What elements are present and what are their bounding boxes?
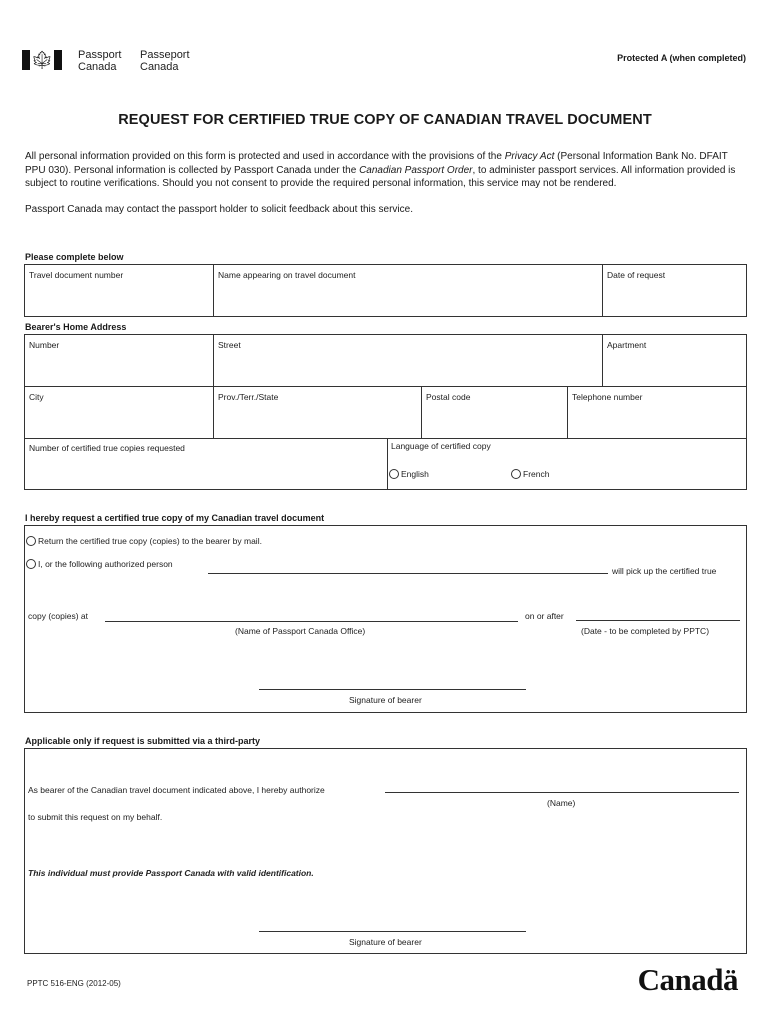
name-caption: (Name) [547, 798, 576, 808]
divider [421, 386, 422, 438]
divider [25, 438, 746, 439]
mail-radio[interactable] [26, 536, 36, 546]
city-label: City [29, 392, 44, 402]
number-field[interactable] [26, 351, 211, 384]
french-option[interactable] [511, 469, 549, 479]
office-name-field[interactable] [105, 621, 518, 622]
divider [567, 386, 568, 438]
passport-order-ref: Canadian Passport Order [359, 164, 473, 176]
divider [25, 386, 746, 387]
signature-french [140, 49, 190, 73]
authorize-text: As bearer of the Canadian travel document indicated above, I hereby authorize [28, 785, 325, 795]
option-mail-label: Return the certified true copy (copies) to the bearer by mail. [38, 536, 262, 546]
signature-fr-line-2: Canada [140, 61, 179, 73]
language-label: Language of certified copy [391, 441, 491, 451]
submit-text: to submit this request on my behalf. [28, 812, 163, 822]
form-title: REQUEST FOR CERTIFIED TRUE COPY OF CANADIAN TRAVEL DOCUMENT [118, 112, 652, 128]
copies-at-label: copy (copies) at [28, 611, 88, 621]
bearer-signature-field[interactable] [259, 689, 526, 690]
apartment-field[interactable] [604, 351, 745, 384]
authorized-name-field[interactable] [385, 792, 739, 793]
street-label: Street [218, 340, 241, 350]
feedback-paragraph: Passport Canada may contact the passport holder to solicit feedback about this service. [25, 203, 413, 215]
signature-english [78, 49, 121, 73]
number-label: Number [29, 340, 60, 350]
canada-flag-icon: 🍁︎ [22, 50, 62, 70]
travel-doc-number-field[interactable] [26, 281, 211, 315]
will-pick-up-text: will pick up the certified true [612, 566, 717, 576]
date-field[interactable] [576, 620, 740, 621]
city-field[interactable] [26, 403, 211, 436]
signature-en-line-2: Canada [78, 61, 117, 73]
french-label: French [523, 469, 550, 479]
telephone-field[interactable] [569, 403, 745, 436]
canada-wordmark: Canadä [637, 962, 738, 997]
privacy-notice [25, 150, 745, 216]
id-notice: This individual must provide Passport Canada with valid identification. [28, 868, 314, 878]
postal-code-label: Postal code [426, 392, 471, 402]
divider [213, 335, 214, 386]
english-option[interactable] [389, 469, 429, 479]
french-radio[interactable] [511, 469, 521, 479]
divider [602, 335, 603, 386]
privacy-paragraph [25, 150, 745, 191]
section-heading-complete: Please complete below [25, 252, 124, 262]
third-party-block [24, 748, 747, 954]
privacy-text-c: , to administer passport services. All information provided is subject to routine verifications. Should you not consent to provide the required personal information, this service may not be rendered. [25, 164, 736, 189]
street-field[interactable] [215, 351, 600, 384]
travel-doc-number-label: Travel document number [29, 270, 124, 280]
date-caption: (Date - to be completed by PPTC) [581, 626, 710, 636]
address-block [24, 334, 747, 490]
signature-fr-line-1: Passeport [140, 49, 190, 61]
copies-requested-label: Number of certified true copies requested [29, 443, 185, 453]
divider [602, 265, 603, 316]
telephone-label: Telephone number [572, 392, 643, 402]
protected-label: Protected A (when completed) [617, 53, 746, 63]
signature-caption: Signature of bearer [349, 695, 422, 705]
name-on-doc-label: Name appearing on travel document [218, 270, 356, 280]
divider [387, 438, 388, 490]
divider [213, 386, 214, 438]
province-label: Prov./Terr./State [218, 392, 279, 402]
option-mail[interactable] [26, 536, 262, 546]
name-on-doc-field[interactable] [215, 281, 600, 315]
province-field[interactable] [215, 403, 419, 436]
english-label: English [401, 469, 429, 479]
date-of-request-label: Date of request [607, 270, 666, 280]
privacy-act-ref: Privacy Act [504, 151, 555, 162]
divider [213, 265, 214, 316]
on-or-after-label: on or after [525, 611, 564, 621]
person-radio[interactable] [26, 559, 36, 569]
section-heading-address: Bearer's Home Address [25, 322, 127, 332]
privacy-text-a: All personal information provided on this form is protected and used in accordance with the provisions of the [25, 151, 505, 162]
form-number: PPTC 516-ENG (2012-05) [27, 979, 121, 988]
option-person-label: I, or the following authorized person [38, 559, 173, 569]
document-info-row [24, 264, 747, 317]
section-heading-request: I hereby request a certified true copy of my Canadian travel document [25, 513, 325, 523]
section-heading-third-party: Applicable only if request is submitted via a third-party [25, 736, 261, 746]
apartment-label: Apartment [607, 340, 647, 350]
third-party-signature-caption: Signature of bearer [349, 937, 422, 947]
date-of-request-field[interactable] [604, 281, 745, 315]
english-radio[interactable] [389, 469, 399, 479]
third-party-signature-field[interactable] [259, 931, 526, 932]
privacy-text-b: (Personal Information Bank No. DFAIT PPU 030). Personal information is collected by Passport Canada under the [25, 151, 728, 176]
option-person[interactable] [26, 559, 173, 569]
authorized-person-field[interactable] [208, 573, 608, 574]
postal-code-field[interactable] [423, 403, 565, 436]
office-caption: (Name of Passport Canada Office) [235, 626, 366, 636]
request-block [24, 525, 747, 713]
signature-en-line-1: Passport [78, 49, 122, 61]
